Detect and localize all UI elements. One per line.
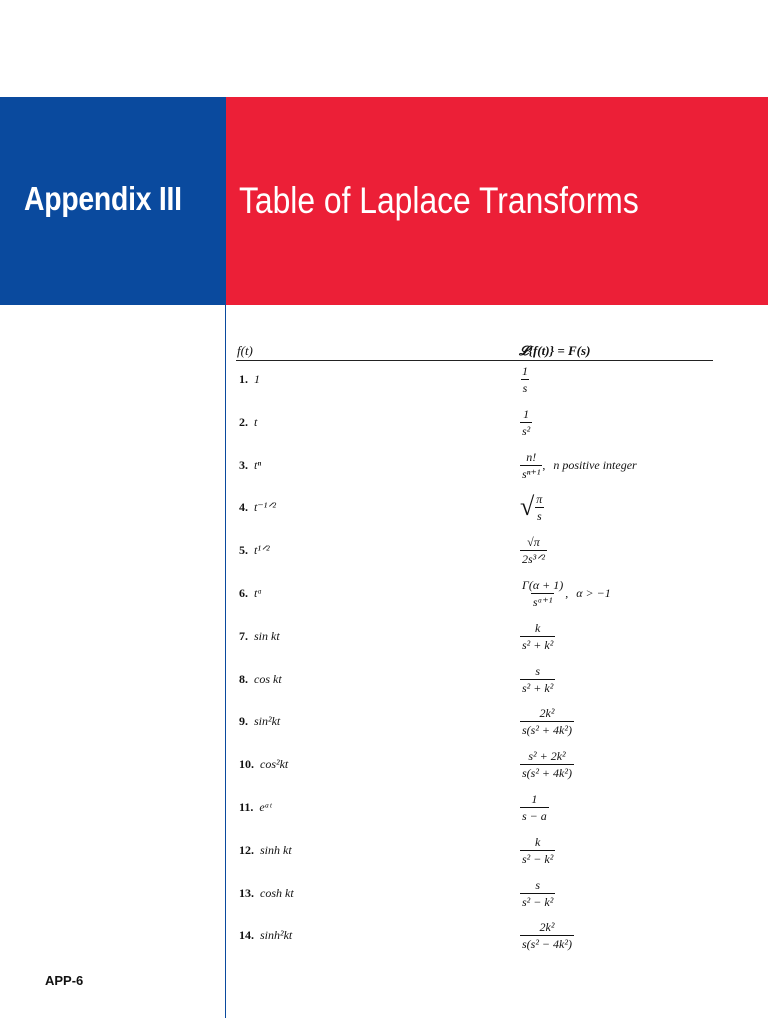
fs-cell (520, 830, 555, 870)
fs-cell (520, 873, 555, 913)
fs-cell (520, 744, 574, 784)
ft-cell (239, 787, 271, 827)
ft-cell (239, 659, 282, 699)
separator: , (542, 457, 546, 472)
ft-expression: cos²kt (260, 756, 289, 771)
fs-cell (520, 616, 555, 656)
row-number: 4. (239, 499, 248, 514)
ft-cell (239, 487, 276, 527)
table-row (0, 830, 768, 870)
table-row (0, 487, 768, 527)
ft-expression: sin kt (254, 628, 280, 643)
fs-fraction (520, 749, 574, 780)
fs-fraction (520, 450, 542, 481)
fs-denominator: s² − k² (522, 894, 554, 909)
row-number: 12. (239, 842, 254, 857)
fs-numerator: 1 (531, 791, 538, 806)
table-row (0, 873, 768, 913)
row-number: 7. (239, 628, 248, 643)
fs-numerator: √π (527, 534, 540, 549)
row-number: 6. (239, 585, 248, 600)
row-number: 2. (239, 414, 248, 429)
fs-denominator: s(s² + 4k²) (522, 722, 572, 737)
table-row (0, 915, 768, 955)
condition: α > −1 (576, 585, 611, 600)
table-row (0, 787, 768, 827)
column-header-fs: 𝓛{f(t)} = F(s) (519, 343, 591, 358)
ft-expression: eᵃᵗ (259, 799, 272, 814)
fs-numerator: Γ(α + 1) (522, 577, 564, 592)
fs-fraction (534, 492, 544, 523)
fs-fraction (520, 578, 565, 609)
table-row (0, 701, 768, 741)
fs-fraction (520, 878, 555, 909)
fs-cell (520, 787, 549, 827)
fs-cell (520, 701, 574, 741)
fs-denominator: s(s² + 4k²) (522, 765, 572, 780)
ft-expression: cosh kt (260, 885, 294, 900)
fs-fraction (520, 706, 574, 737)
fs-fraction (520, 792, 549, 823)
fs-numerator: s (535, 877, 540, 892)
ft-cell (239, 445, 261, 485)
fs-numerator: 2k² (539, 919, 555, 934)
ft-cell (239, 701, 280, 741)
page-title: Table of Laplace Transforms (239, 180, 639, 221)
ft-expression: t (254, 414, 258, 429)
table-row (0, 445, 768, 485)
fs-numerator: s² + 2k² (528, 748, 566, 763)
row-number: 14. (239, 927, 254, 942)
fs-denominator: s (536, 508, 542, 523)
ft-cell (239, 573, 262, 613)
ft-expression: sinh²kt (260, 927, 293, 942)
row-number: 1. (239, 371, 248, 386)
row-number: 9. (239, 713, 248, 728)
ft-expression: t⁻¹ᐟ² (254, 499, 276, 514)
fs-fraction (520, 835, 555, 866)
ft-cell (239, 530, 270, 570)
ft-cell (239, 616, 280, 656)
ft-cell (239, 915, 292, 955)
fs-cell (520, 659, 555, 699)
fs-fraction (520, 364, 530, 395)
ft-cell (239, 402, 257, 442)
row-number: 5. (239, 542, 248, 557)
table-row (0, 744, 768, 784)
appendix-label: Appendix III (24, 180, 182, 217)
table-row (0, 616, 768, 656)
fs-numerator: n! (526, 449, 537, 464)
fs-numerator: 1 (522, 363, 528, 378)
fs-cell (520, 530, 547, 570)
row-number: 11. (239, 799, 254, 814)
ft-expression: tᵅ (254, 585, 263, 600)
fs-cell (520, 402, 532, 442)
fs-denominator: s (522, 380, 528, 395)
fs-fraction (520, 664, 555, 695)
page-number: APP-6 (45, 973, 84, 988)
ft-expression: cos kt (254, 671, 282, 686)
ft-expression: tⁿ (254, 457, 262, 472)
row-number: 8. (239, 671, 248, 686)
fs-numerator: 1 (523, 406, 530, 421)
fs-numerator: s (535, 663, 540, 678)
fs-numerator: 2k² (539, 705, 555, 720)
fs-cell (520, 915, 574, 955)
separator: , (565, 585, 569, 600)
table-row (0, 402, 768, 442)
ft-expression: sinh kt (260, 842, 292, 857)
ft-cell (239, 744, 288, 784)
fs-denominator: s² + k² (522, 680, 554, 695)
fs-denominator: sⁿ⁺¹ (522, 466, 541, 481)
ft-expression: t¹ᐟ² (254, 542, 270, 557)
ft-expression: sin²kt (254, 713, 281, 728)
radical-sign: √ (520, 492, 535, 521)
fs-fraction (520, 535, 547, 566)
ft-cell (239, 359, 260, 399)
fs-fraction (520, 621, 555, 652)
ft-cell (239, 873, 294, 913)
fs-fraction (520, 407, 532, 438)
fs-denominator: s − a (522, 808, 547, 823)
row-number: 13. (239, 885, 254, 900)
table-row (0, 359, 768, 399)
fs-denominator: s(s² − 4k²) (522, 936, 572, 951)
row-number: 10. (239, 756, 254, 771)
fs-numerator: k (534, 834, 541, 849)
fs-cell (520, 487, 544, 527)
ft-expression: 1 (254, 371, 260, 386)
table-row (0, 573, 768, 613)
fs-cell (520, 359, 530, 399)
condition: n positive integer (553, 457, 637, 472)
column-header-ft: f(t) (237, 343, 253, 358)
sqrt-expression (520, 492, 544, 523)
fs-denominator: s² − k² (522, 851, 554, 866)
fs-denominator: s² + k² (522, 637, 554, 652)
table-row (0, 659, 768, 699)
fs-cell (520, 573, 611, 613)
table-row (0, 530, 768, 570)
ft-cell (239, 830, 292, 870)
fs-fraction (520, 920, 574, 951)
row-number: 3. (239, 457, 248, 472)
fs-denominator: s² (522, 423, 531, 438)
fs-cell (520, 445, 637, 485)
fs-denominator: sᵅ⁺¹ (532, 594, 553, 609)
fs-numerator: π (536, 491, 543, 506)
fs-denominator: 2s³ᐟ² (522, 551, 545, 566)
fs-numerator: k (534, 620, 541, 635)
